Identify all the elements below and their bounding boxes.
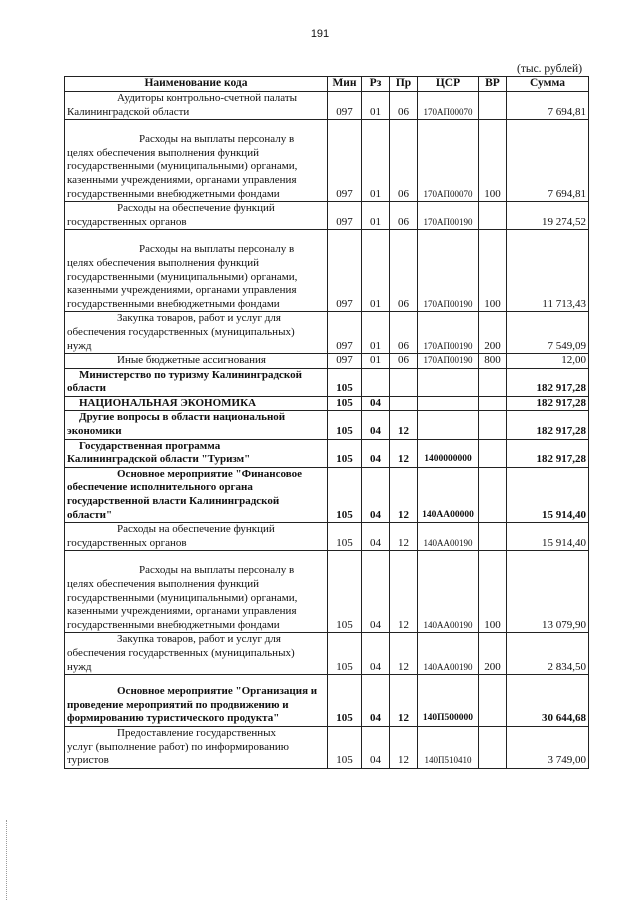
cell-sum: 15 914,40 — [507, 523, 589, 551]
cell-min: 105 — [328, 726, 362, 768]
name-line: государственными внебюджетными фондами — [67, 187, 280, 200]
row-name — [65, 411, 328, 439]
header-csr: ЦСР — [418, 77, 479, 92]
cell-vr: 100 — [479, 230, 507, 312]
table-row — [65, 523, 589, 551]
cell-rz: 01 — [362, 312, 390, 354]
cell-sum: 7 549,09 — [507, 312, 589, 354]
cell-vr — [479, 411, 507, 439]
name-line: Расходы на выплаты персоналу в — [139, 133, 295, 146]
cell-min: 105 — [328, 523, 362, 551]
name-line: целях обеспечения выполнения функций — [67, 146, 259, 159]
cell-pr: 06 — [390, 230, 418, 312]
margin-marks — [6, 820, 9, 900]
cell-pr: 06 — [390, 312, 418, 354]
name-line: области" — [67, 508, 113, 521]
cell-rz: 04 — [362, 633, 390, 675]
cell-sum: 182 917,28 — [507, 439, 589, 467]
row-name — [65, 633, 328, 675]
name-line: обеспечение исполнительного органа — [67, 481, 253, 494]
cell-csr: 140П500000 — [418, 675, 479, 727]
budget-table — [64, 76, 589, 769]
cell-min: 105 — [328, 368, 362, 396]
cell-csr — [418, 396, 479, 411]
name-line: Калининградской области — [67, 105, 190, 118]
cell-min: 105 — [328, 467, 362, 522]
cell-csr: 140АА00190 — [418, 523, 479, 551]
cell-pr: 12 — [390, 523, 418, 551]
cell-vr: 100 — [479, 551, 507, 633]
header-sum: Сумма — [507, 77, 589, 92]
cell-csr: 170АП00190 — [418, 202, 479, 230]
row-name — [65, 551, 328, 633]
name-line: государственными внебюджетными фондами — [67, 618, 280, 631]
cell-rz: 04 — [362, 439, 390, 467]
table-header-row — [65, 77, 589, 92]
cell-vr: 200 — [479, 633, 507, 675]
row-name — [65, 726, 328, 768]
cell-min: 105 — [328, 551, 362, 633]
cell-pr: 06 — [390, 202, 418, 230]
cell-min: 105 — [328, 396, 362, 411]
cell-rz: 01 — [362, 120, 390, 202]
name-line: государственной власти Калининградской — [67, 495, 280, 508]
row-name — [65, 396, 328, 411]
cell-pr: 12 — [390, 467, 418, 522]
cell-csr: 170АП00190 — [418, 354, 479, 369]
table-row — [65, 92, 589, 120]
cell-csr: 170АП00070 — [418, 120, 479, 202]
table-row — [65, 354, 589, 369]
cell-pr — [390, 368, 418, 396]
cell-rz: 01 — [362, 354, 390, 369]
cell-min: 105 — [328, 439, 362, 467]
cell-csr: 140АА00190 — [418, 551, 479, 633]
cell-csr: 1400000000 — [418, 439, 479, 467]
row-name — [65, 92, 328, 120]
row-name — [65, 354, 328, 369]
name-line: туристов — [67, 754, 109, 767]
cell-min: 097 — [328, 120, 362, 202]
cell-csr: 140П510410 — [418, 726, 479, 768]
name-line: целях обеспечения выполнения функций — [67, 578, 259, 590]
name-line: Калининградской области "Туризм" — [67, 453, 251, 466]
cell-vr — [479, 467, 507, 522]
table-row — [65, 726, 589, 768]
cell-pr: 12 — [390, 633, 418, 675]
cell-csr — [418, 411, 479, 439]
page-number: 191 — [310, 28, 330, 40]
table-row — [65, 312, 589, 354]
cell-rz: 04 — [362, 396, 390, 411]
cell-sum: 7 694,81 — [507, 92, 589, 120]
cell-csr: 140АА00190 — [418, 633, 479, 675]
cell-min: 097 — [328, 230, 362, 312]
header-min: Мин — [328, 77, 362, 92]
table-row — [65, 202, 589, 230]
cell-csr — [418, 368, 479, 396]
cell-pr: 06 — [390, 354, 418, 369]
name-line: целях обеспечения выполнения функций — [67, 256, 259, 269]
cell-sum: 12,00 — [507, 354, 589, 369]
name-line: Министерство по туризму Калининградской — [79, 368, 302, 381]
cell-min: 105 — [328, 675, 362, 727]
name-line: Закупка товаров, работ и услуг для — [117, 312, 281, 325]
row-name — [65, 523, 328, 551]
name-line: Иные бюджетные ассигнования — [117, 354, 266, 367]
cell-sum: 13 079,90 — [507, 551, 589, 633]
cell-vr: 200 — [479, 312, 507, 354]
cell-sum: 182 917,28 — [507, 396, 589, 411]
cell-rz — [362, 368, 390, 396]
name-line: казенными учреждениями, органами управления — [67, 605, 297, 618]
cell-sum: 182 917,28 — [507, 368, 589, 396]
name-line: Государственная программа — [79, 439, 221, 452]
cell-sum: 7 694,81 — [507, 120, 589, 202]
cell-vr — [479, 396, 507, 411]
header-rz: Рз — [362, 77, 390, 92]
units-label: (тыс. рублей) — [517, 63, 583, 75]
cell-pr: 12 — [390, 551, 418, 633]
name-line: нужд — [67, 339, 92, 352]
table-row — [65, 633, 589, 675]
cell-rz: 04 — [362, 726, 390, 768]
cell-pr: 06 — [390, 120, 418, 202]
cell-vr — [479, 726, 507, 768]
name-line: обеспечения государственных (муниципальных) — [67, 325, 295, 338]
cell-pr: 06 — [390, 92, 418, 120]
cell-sum: 3 749,00 — [507, 726, 589, 768]
name-line: Другие вопросы в области национальной — [79, 411, 286, 424]
name-line: Расходы на обеспечение функций — [117, 523, 275, 536]
name-line: государственными (муниципальными) органами, — [67, 160, 298, 173]
row-name — [65, 675, 328, 727]
name-line: нужд — [67, 660, 92, 673]
table-row — [65, 368, 589, 396]
cell-min: 097 — [328, 354, 362, 369]
cell-rz: 01 — [362, 92, 390, 120]
name-line: Закупка товаров, работ и услуг для — [117, 633, 281, 646]
cell-pr — [390, 396, 418, 411]
cell-pr: 12 — [390, 726, 418, 768]
cell-min: 105 — [328, 411, 362, 439]
cell-rz: 04 — [362, 523, 390, 551]
name-line: государственных органов — [67, 215, 187, 228]
table-row — [65, 467, 589, 522]
table-row — [65, 675, 589, 727]
name-line: услуг (выполнение работ) по информированию — [67, 740, 289, 753]
name-line: Расходы на выплаты персоналу в — [139, 564, 295, 577]
cell-csr: 170АП00190 — [418, 312, 479, 354]
cell-pr: 12 — [390, 439, 418, 467]
row-name — [65, 439, 328, 467]
name-line: НАЦИОНАЛЬНАЯ ЭКОНОМИКА — [79, 396, 257, 409]
name-line: Основное мероприятие "Организация и — [117, 685, 318, 698]
table-row — [65, 411, 589, 439]
name-line: государственных органов — [67, 536, 187, 549]
cell-vr — [479, 523, 507, 551]
header-pr: Пр — [390, 77, 418, 92]
table-row — [65, 230, 589, 312]
name-line: Предоставление государственных — [117, 726, 276, 739]
cell-vr — [479, 202, 507, 230]
cell-rz: 04 — [362, 675, 390, 727]
table-row — [65, 551, 589, 633]
cell-rz: 04 — [362, 467, 390, 522]
cell-sum: 15 914,40 — [507, 467, 589, 522]
cell-min: 097 — [328, 312, 362, 354]
cell-vr — [479, 92, 507, 120]
name-line: области — [67, 382, 107, 395]
cell-sum: 19 274,52 — [507, 202, 589, 230]
name-line: казенными учреждениями, органами управления — [67, 284, 297, 297]
cell-csr: 170АП00070 — [418, 92, 479, 120]
row-name — [65, 312, 328, 354]
cell-sum: 30 644,68 — [507, 675, 589, 727]
name-line: Основное мероприятие "Финансовое — [117, 467, 302, 480]
cell-rz: 04 — [362, 551, 390, 633]
cell-vr — [479, 675, 507, 727]
cell-csr: 170АП00190 — [418, 230, 479, 312]
cell-rz: 04 — [362, 411, 390, 439]
cell-pr: 12 — [390, 411, 418, 439]
cell-min: 105 — [328, 633, 362, 675]
cell-vr — [479, 368, 507, 396]
name-line: экономики — [67, 425, 122, 438]
name-line: Расходы на обеспечение функций — [117, 202, 275, 215]
name-line: формированию туристического продукта" — [67, 712, 280, 725]
table-row — [65, 396, 589, 411]
row-name — [65, 368, 328, 396]
name-line: проведение мероприятий по продвижению и — [67, 698, 289, 711]
table-row — [65, 439, 589, 467]
cell-pr: 12 — [390, 675, 418, 727]
header-vr: ВР — [479, 77, 507, 92]
cell-min: 097 — [328, 92, 362, 120]
name-line: казенными учреждениями, органами управления — [67, 173, 297, 186]
name-line: Расходы на выплаты персоналу в — [139, 243, 295, 256]
cell-sum: 182 917,28 — [507, 411, 589, 439]
row-name — [65, 230, 328, 312]
cell-min: 097 — [328, 202, 362, 230]
name-line: государственными (муниципальными) органами, — [67, 270, 298, 283]
name-line: государственными внебюджетными фондами — [67, 297, 280, 310]
cell-rz: 01 — [362, 230, 390, 312]
cell-vr: 100 — [479, 120, 507, 202]
name-line: государственными (муниципальными) органами, — [67, 591, 298, 604]
row-name — [65, 467, 328, 522]
cell-sum: 11 713,43 — [507, 230, 589, 312]
cell-vr: 800 — [479, 354, 507, 369]
row-name — [65, 120, 328, 202]
header-name: Наименование кода — [65, 77, 328, 92]
name-line: обеспечения государственных (муниципальных) — [67, 646, 295, 659]
cell-csr: 140АА00000 — [418, 467, 479, 522]
name-line: Аудиторы контрольно-счетной палаты — [117, 92, 298, 104]
cell-sum: 2 834,50 — [507, 633, 589, 675]
table-row — [65, 120, 589, 202]
cell-vr — [479, 439, 507, 467]
row-name — [65, 202, 328, 230]
cell-rz: 01 — [362, 202, 390, 230]
